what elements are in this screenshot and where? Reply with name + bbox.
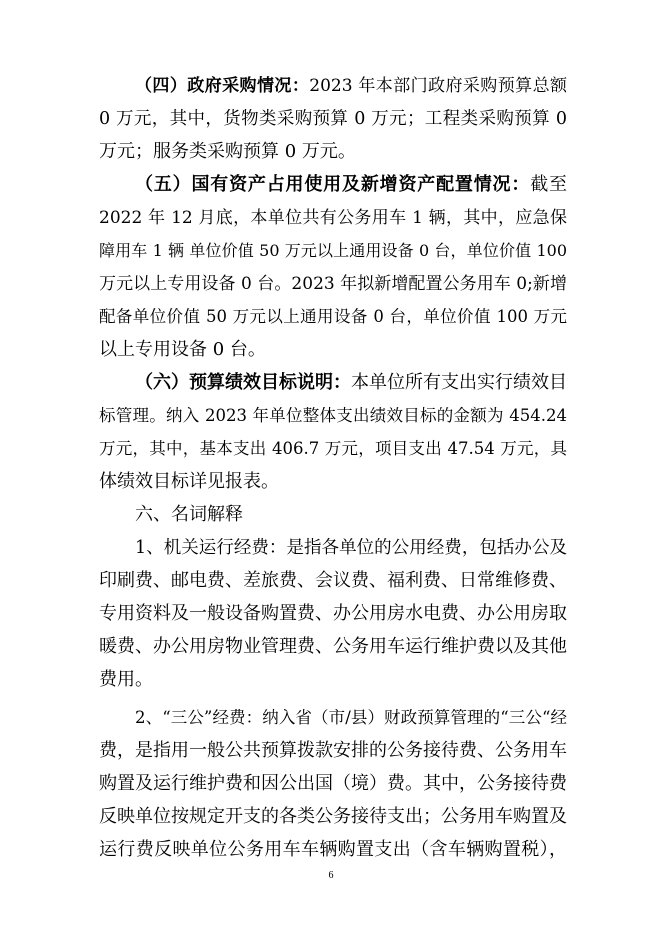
performance-line-3: 万元，其中，基本支出 406.7 万元，项目支出 47.54 万元，具	[99, 439, 567, 458]
performance-line-2: 标管理。纳入 2023 年单位整体支出绩效目标的金额为 454.24	[99, 406, 567, 425]
assets-line-2: 2022 年 12 月底，本单位共有公务用车 1 辆，其中，应急保	[99, 208, 567, 228]
assets-line-4: 万元以上专用设备 0 台。2023 年拟新增配置公务用车 0;新增	[99, 274, 567, 294]
assets-line-1-text: 截至	[530, 174, 568, 195]
glossary-item-1-line-5: 费用。	[99, 669, 153, 690]
assets-line-6: 以上专用设备 0 台。	[99, 339, 266, 360]
glossary-title: 六、名词解释	[135, 504, 243, 525]
glossary-item-2-line-3: 购置及运行维护费和因公出国（境）费。其中，公务接待费	[99, 773, 567, 794]
performance-line-1	[135, 373, 567, 393]
glossary-item-2-line-5: 运行费反映单位公务用车车辆购置支出（含车辆购置税），	[99, 839, 567, 860]
procurement-heading: （四）政府采购情况：	[135, 76, 310, 96]
procurement-line-3: 万元；服务类采购预算 0 万元。	[99, 141, 356, 162]
assets-line-3: 障用车 1 辆 单位价值 50 万元以上通用设备 0 台，单位价值 100	[99, 241, 567, 260]
glossary-item-1-line-3: 专用资料及一般设备购置费、办公用房水电费、办公用房取	[99, 603, 567, 624]
glossary-item-2-line-2: 费，是指用一般公共预算拨款安排的公务接待费、公务用车	[99, 740, 567, 761]
procurement-line-1	[135, 76, 567, 96]
performance-line-1-text: 本单位所有支出实行绩效目	[351, 372, 567, 393]
glossary-item-1-line-4: 暖费、办公用房物业管理费、公务用车运行维护费以及其他	[99, 636, 567, 657]
glossary-item-1-line-1: 1、机关运行经费：是指各单位的公用经费，包括办公及	[135, 538, 567, 558]
glossary-item-2-line-1: 2、“三公”经费：纳入省（市/县）财政预算管理的“三公“经	[135, 708, 567, 727]
glossary-item-2-line-4: 反映单位按规定开支的各类公务接待支出；公务用车购置及	[99, 806, 567, 827]
procurement-line-2: 0 万元，其中，货物类采购预算 0 万元；工程类采购预算 0	[99, 109, 567, 129]
page-number: 6	[328, 870, 334, 881]
assets-heading: （五）国有资产占用使用及新增资产配置情况：	[135, 174, 531, 195]
assets-line-5: 配备单位价值 50 万元以上通用设备 0 台，单位价值 100 万元	[99, 307, 567, 326]
performance-heading: （六）预算绩效目标说明：	[135, 372, 351, 393]
assets-line-1	[135, 175, 567, 195]
performance-line-4: 体绩效目标详见报表。	[99, 471, 279, 492]
glossary-item-1-line-2: 印刷费、邮电费、差旅费、会议费、福利费、日常维修费、	[99, 570, 567, 591]
procurement-line-1-text: 2023 年本部门政府采购预算总额	[309, 76, 568, 96]
